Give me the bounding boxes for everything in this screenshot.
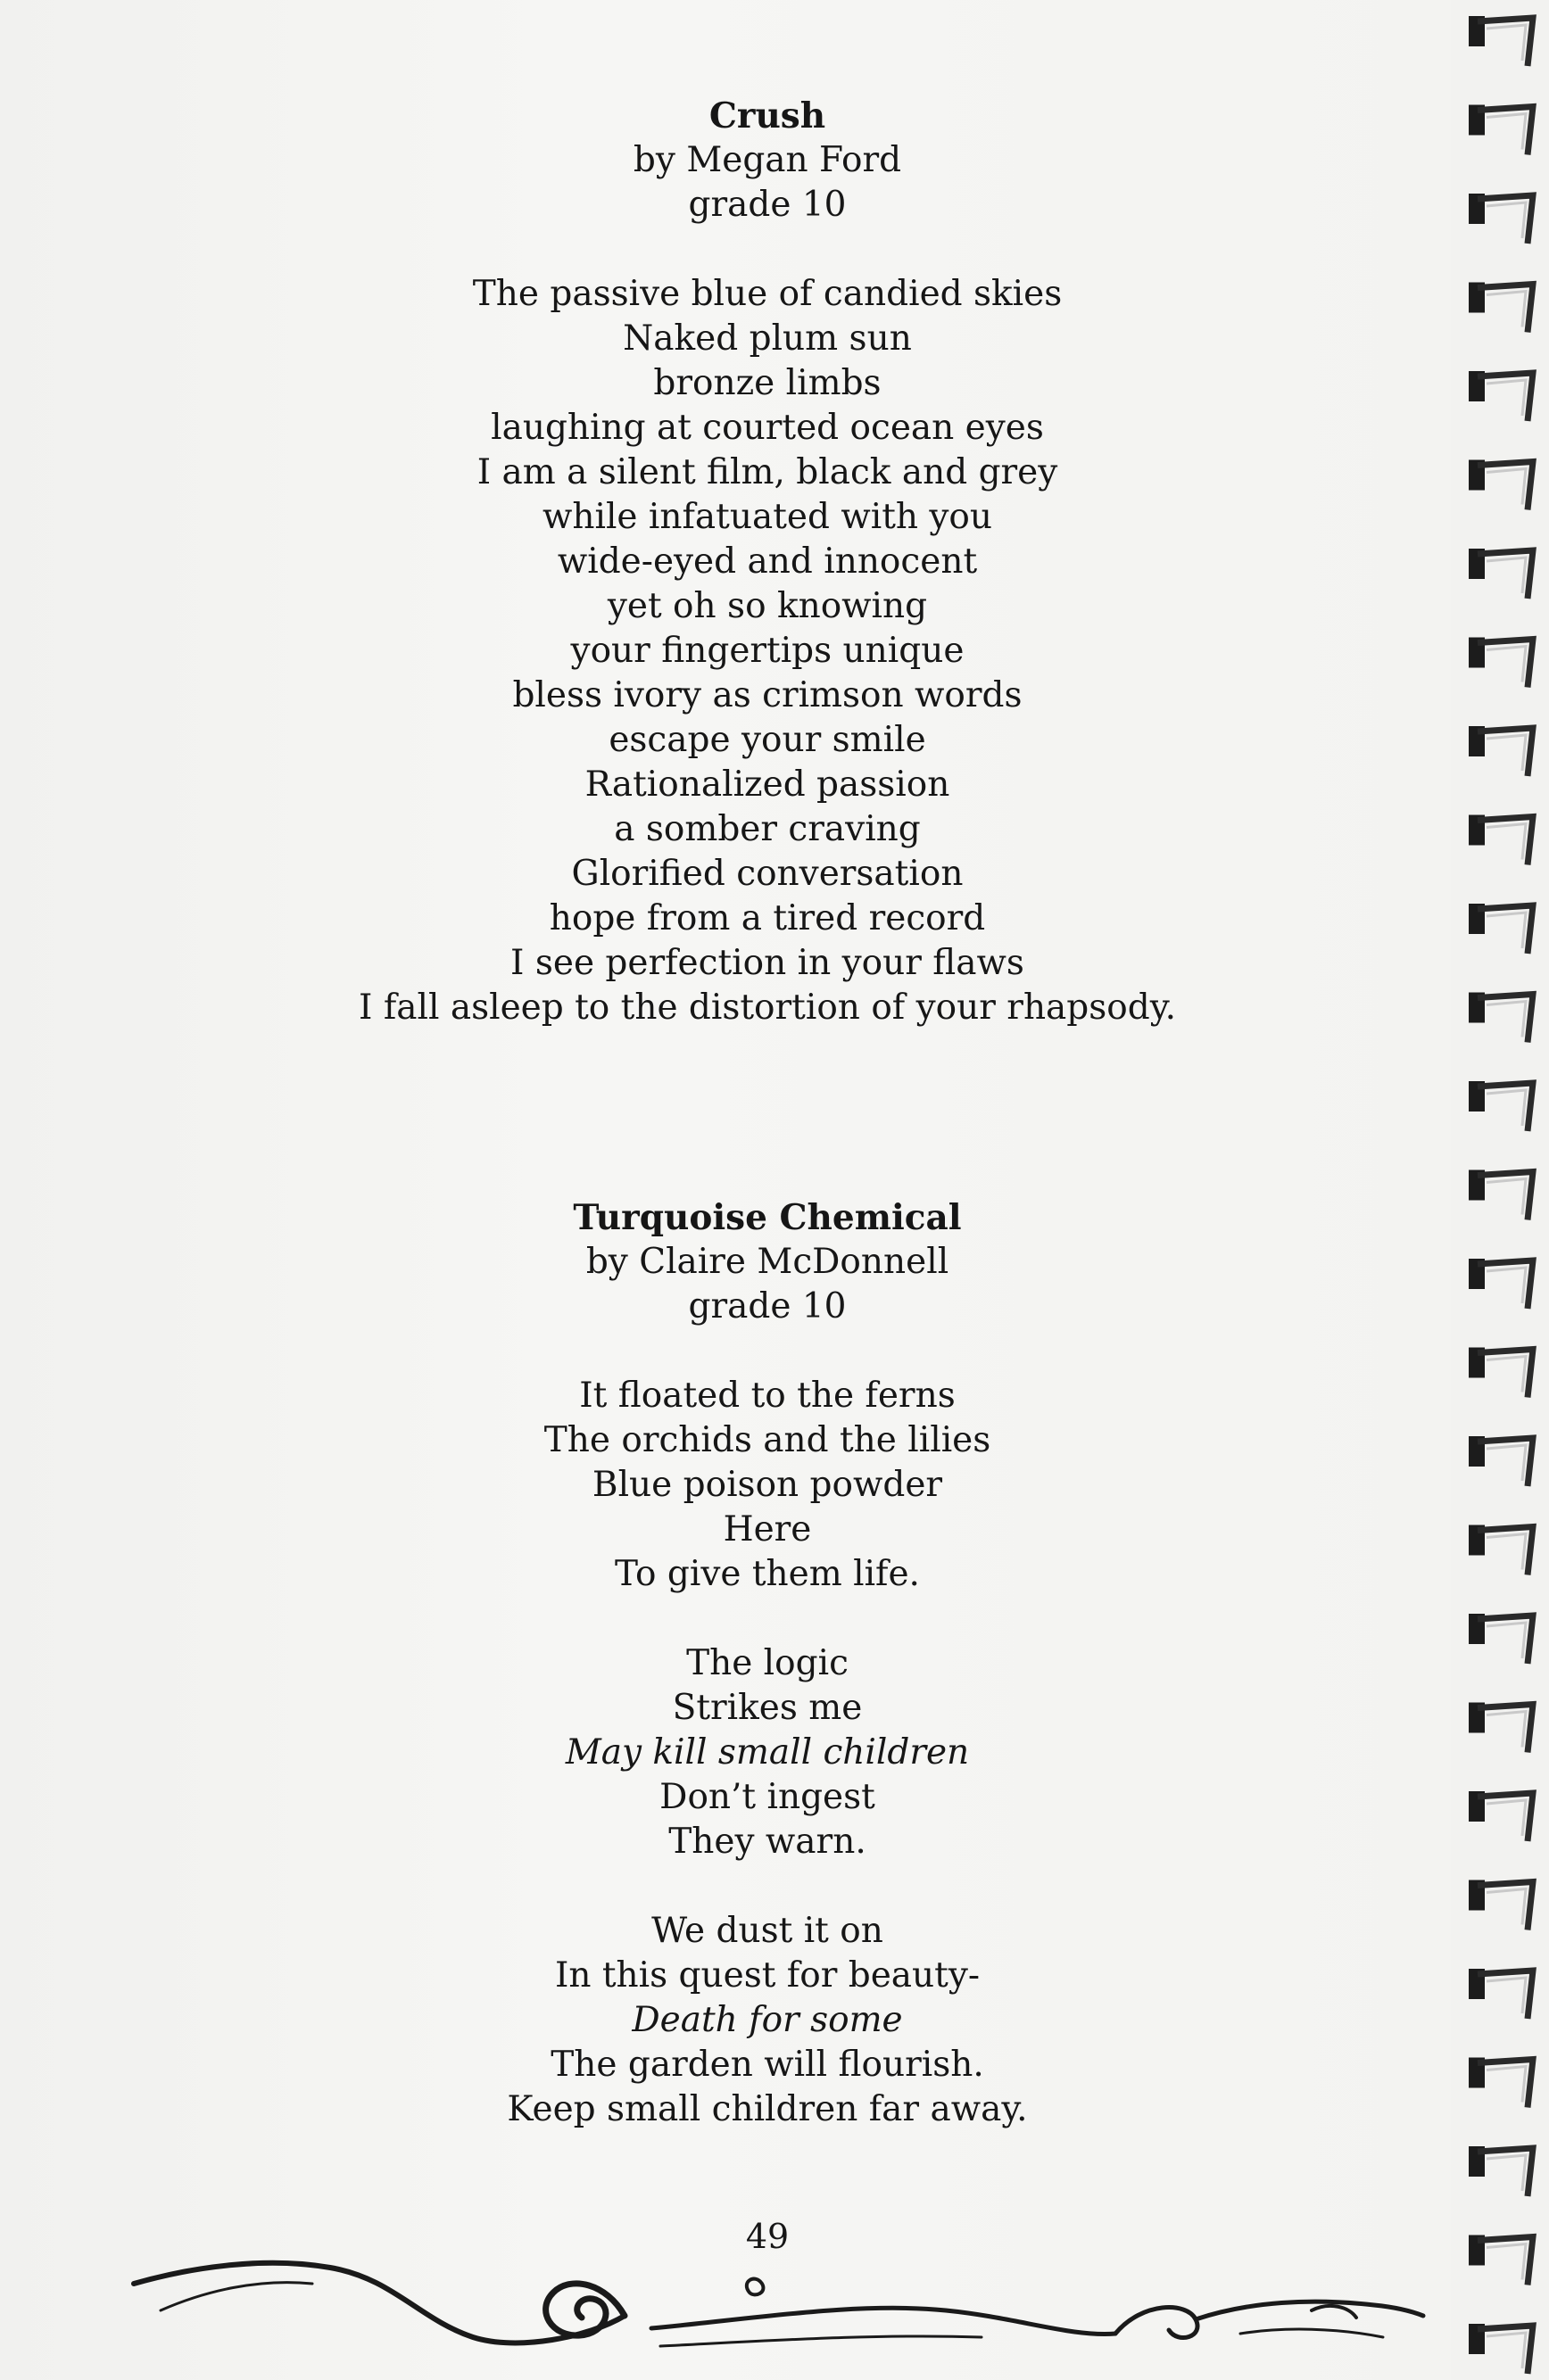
stanza-break: [277, 227, 1258, 272]
poem-line: To give them life.: [615, 1554, 920, 1594]
scroll-vine-ornament-icon: [125, 2248, 1428, 2373]
poem-line: I fall asleep to the distortion of your rhapsody.: [359, 988, 1176, 1028]
poem-line: laughing at courted ocean eyes: [491, 408, 1044, 448]
poem-line: while infatuated with you: [542, 497, 993, 537]
poem-crush: [277, 94, 1258, 1030]
poem-line: The garden will flourish.: [551, 2045, 984, 2085]
poem-line: Blue poison powder: [592, 1465, 943, 1505]
poem-line: Death for some: [632, 2000, 903, 2040]
poem-turquoise-chemical: [277, 1195, 1258, 2132]
poem-line: Naked plum sun: [623, 318, 912, 359]
poem-line: In this quest for beauty-: [554, 1955, 981, 1996]
poem-line: Don’t ingest: [659, 1777, 875, 1817]
poem-line: your fingertips unique: [570, 631, 965, 671]
poem-line: Here: [723, 1509, 812, 1549]
poem-grade: grade 10: [688, 185, 847, 225]
poem-line: It floated to the ferns: [579, 1376, 956, 1416]
poem-line: I am a silent film, black and grey: [476, 452, 1058, 492]
poem-line: hope from a tired record: [549, 898, 986, 938]
poem-line: The logic: [686, 1643, 849, 1683]
poem-line: wide-eyed and innocent: [557, 541, 978, 582]
poem-author: by Megan Ford: [633, 140, 902, 180]
poem-line: bronze limbs: [653, 363, 882, 403]
poem-line: The orchids and the lilies: [543, 1420, 991, 1460]
stanza-break: [277, 1597, 1258, 1641]
poem-line: The passive blue of candied skies: [472, 274, 1063, 314]
poem-line: Strikes me: [672, 1688, 863, 1728]
poem-title: Crush: [708, 95, 826, 136]
poem-line: May kill small children: [565, 1732, 970, 1773]
poem-line: Keep small children far away.: [507, 2089, 1028, 2129]
poem-line: We dust it on: [651, 1911, 883, 1951]
page-number: 49: [745, 2217, 790, 2256]
spiral-binding-icon: [1451, 0, 1549, 2380]
poem-title: Turquoise Chemical: [573, 1197, 962, 1238]
poem-line: I see perfection in your flaws: [510, 943, 1024, 983]
stanza-break: [277, 1864, 1258, 1909]
stanza-break: [277, 1329, 1258, 1374]
poem-line: Glorified conversation: [571, 854, 964, 894]
poem-line: bless ivory as crimson words: [512, 675, 1023, 715]
poem-author: by Claire McDonnell: [585, 1242, 949, 1282]
poem-line: a somber craving: [614, 809, 921, 849]
poem-line: They warn.: [668, 1822, 866, 1862]
poem-line: yet oh so knowing: [607, 586, 928, 626]
poem-grade: grade 10: [688, 1286, 847, 1326]
poem-line: Rationalized passion: [584, 764, 950, 805]
poem-line: escape your smile: [609, 720, 926, 760]
